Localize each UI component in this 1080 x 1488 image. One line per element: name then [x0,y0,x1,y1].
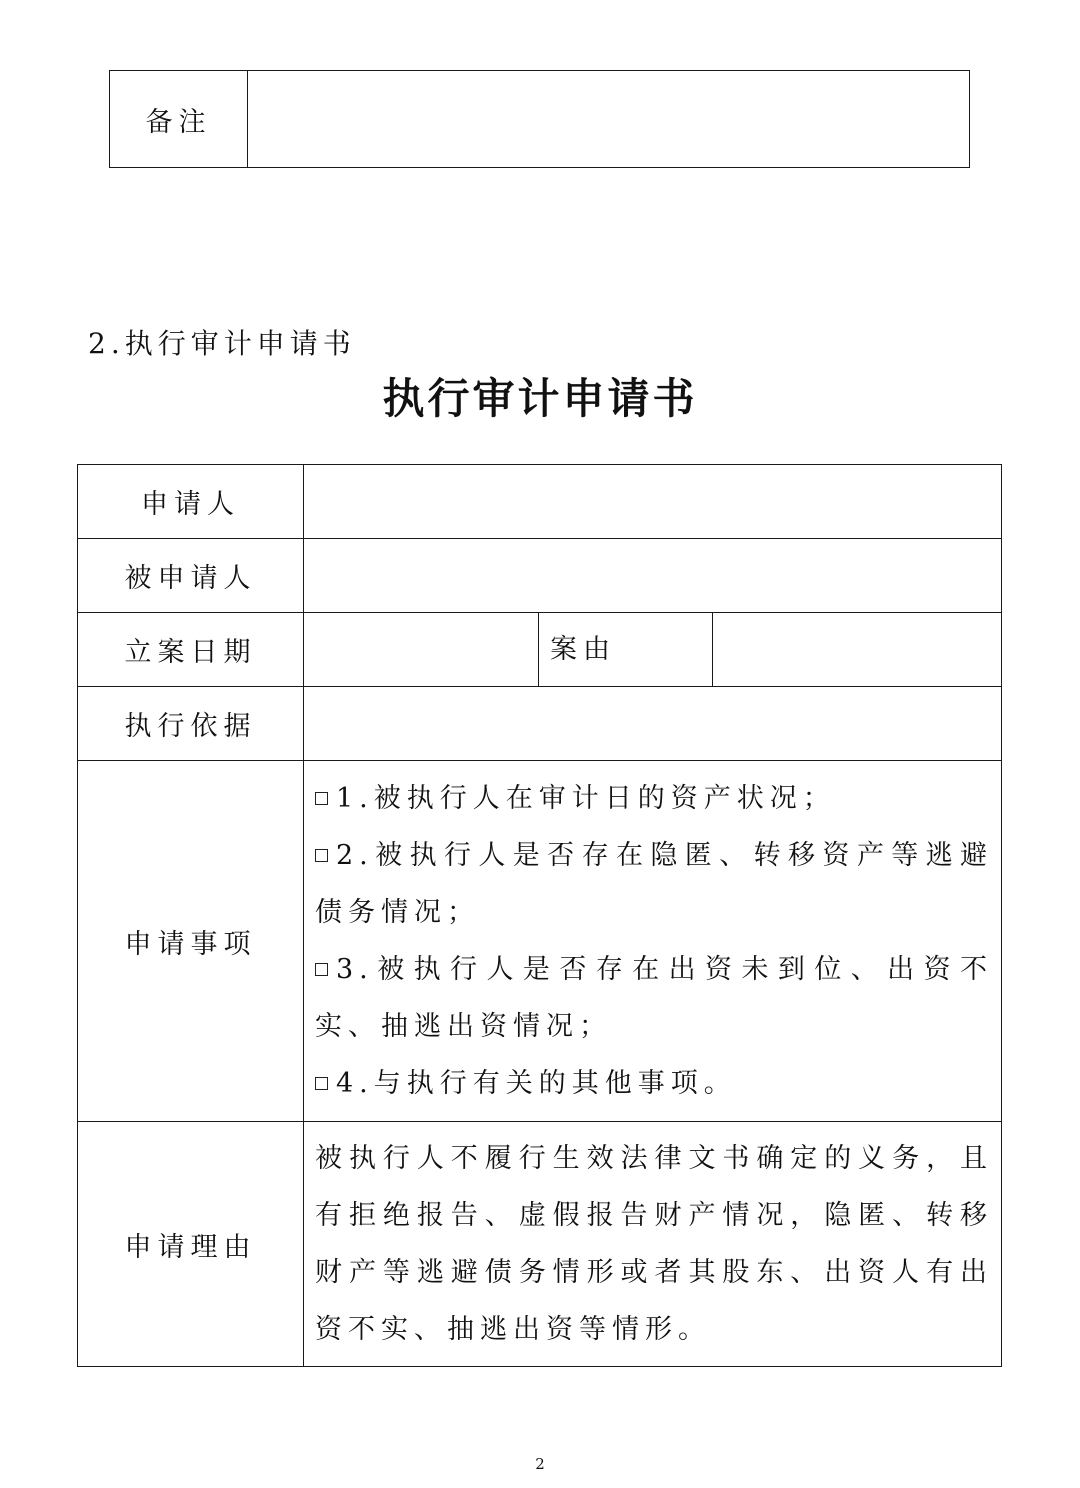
matter-item [315,941,993,1055]
applicant-field[interactable] [304,465,1002,539]
remark-row [110,71,970,168]
applicant-row [78,465,1002,539]
checkbox-icon[interactable] [315,849,328,862]
matter-item-text: 4.与执行有关的其他事项。 [336,1068,737,1099]
matter-item-text: 3.被执行人是否存在出资未到位、出资不实、抽逃出资情况； [315,954,994,1042]
basis-row [78,687,1002,761]
cause-field[interactable] [713,613,1002,687]
section-heading: 2.执行审计申请书 [88,327,356,360]
reason-text: 被执行人不履行生效法律文书确定的义务，且有拒绝报告、虚假报告财产情况，隐匿、转移财产等逃避债务情形或者其股东、出资人有出资不实、抽逃出资等情形。 [304,1122,1002,1367]
filing-date-label: 立案日期 [78,613,304,687]
filing-date-field[interactable] [304,613,539,687]
basis-field[interactable] [304,687,1002,761]
application-form-table [77,464,1002,1367]
checkbox-icon[interactable] [315,792,328,805]
respondent-field[interactable] [304,539,1002,613]
remark-table [109,70,970,168]
matters-row [78,761,1002,1122]
filing-date-row [78,613,1002,687]
matters-list [304,761,1002,1122]
basis-label: 执行依据 [78,687,304,761]
reason-row [78,1122,1002,1367]
matter-item-text: 2.被执行人是否存在隐匿、转移资产等逃避债务情况； [315,840,994,928]
checkbox-icon[interactable] [315,1077,328,1090]
matter-item [315,1055,993,1112]
respondent-row [78,539,1002,613]
reason-label: 申请理由 [78,1122,304,1367]
matter-item [315,827,993,941]
remark-label: 备注 [110,71,248,168]
document-title: 执行审计申请书 [382,374,698,423]
remark-value[interactable] [248,71,970,168]
respondent-label: 被申请人 [78,539,304,613]
matter-item [315,770,993,827]
matters-label: 申请事项 [78,761,304,1122]
applicant-label: 申请人 [78,465,304,539]
matter-item-text: 1.被执行人在审计日的资产状况； [336,783,836,814]
page-number: 2 [535,1455,545,1473]
checkbox-icon[interactable] [315,963,328,976]
cause-label: 案由 [539,613,713,687]
